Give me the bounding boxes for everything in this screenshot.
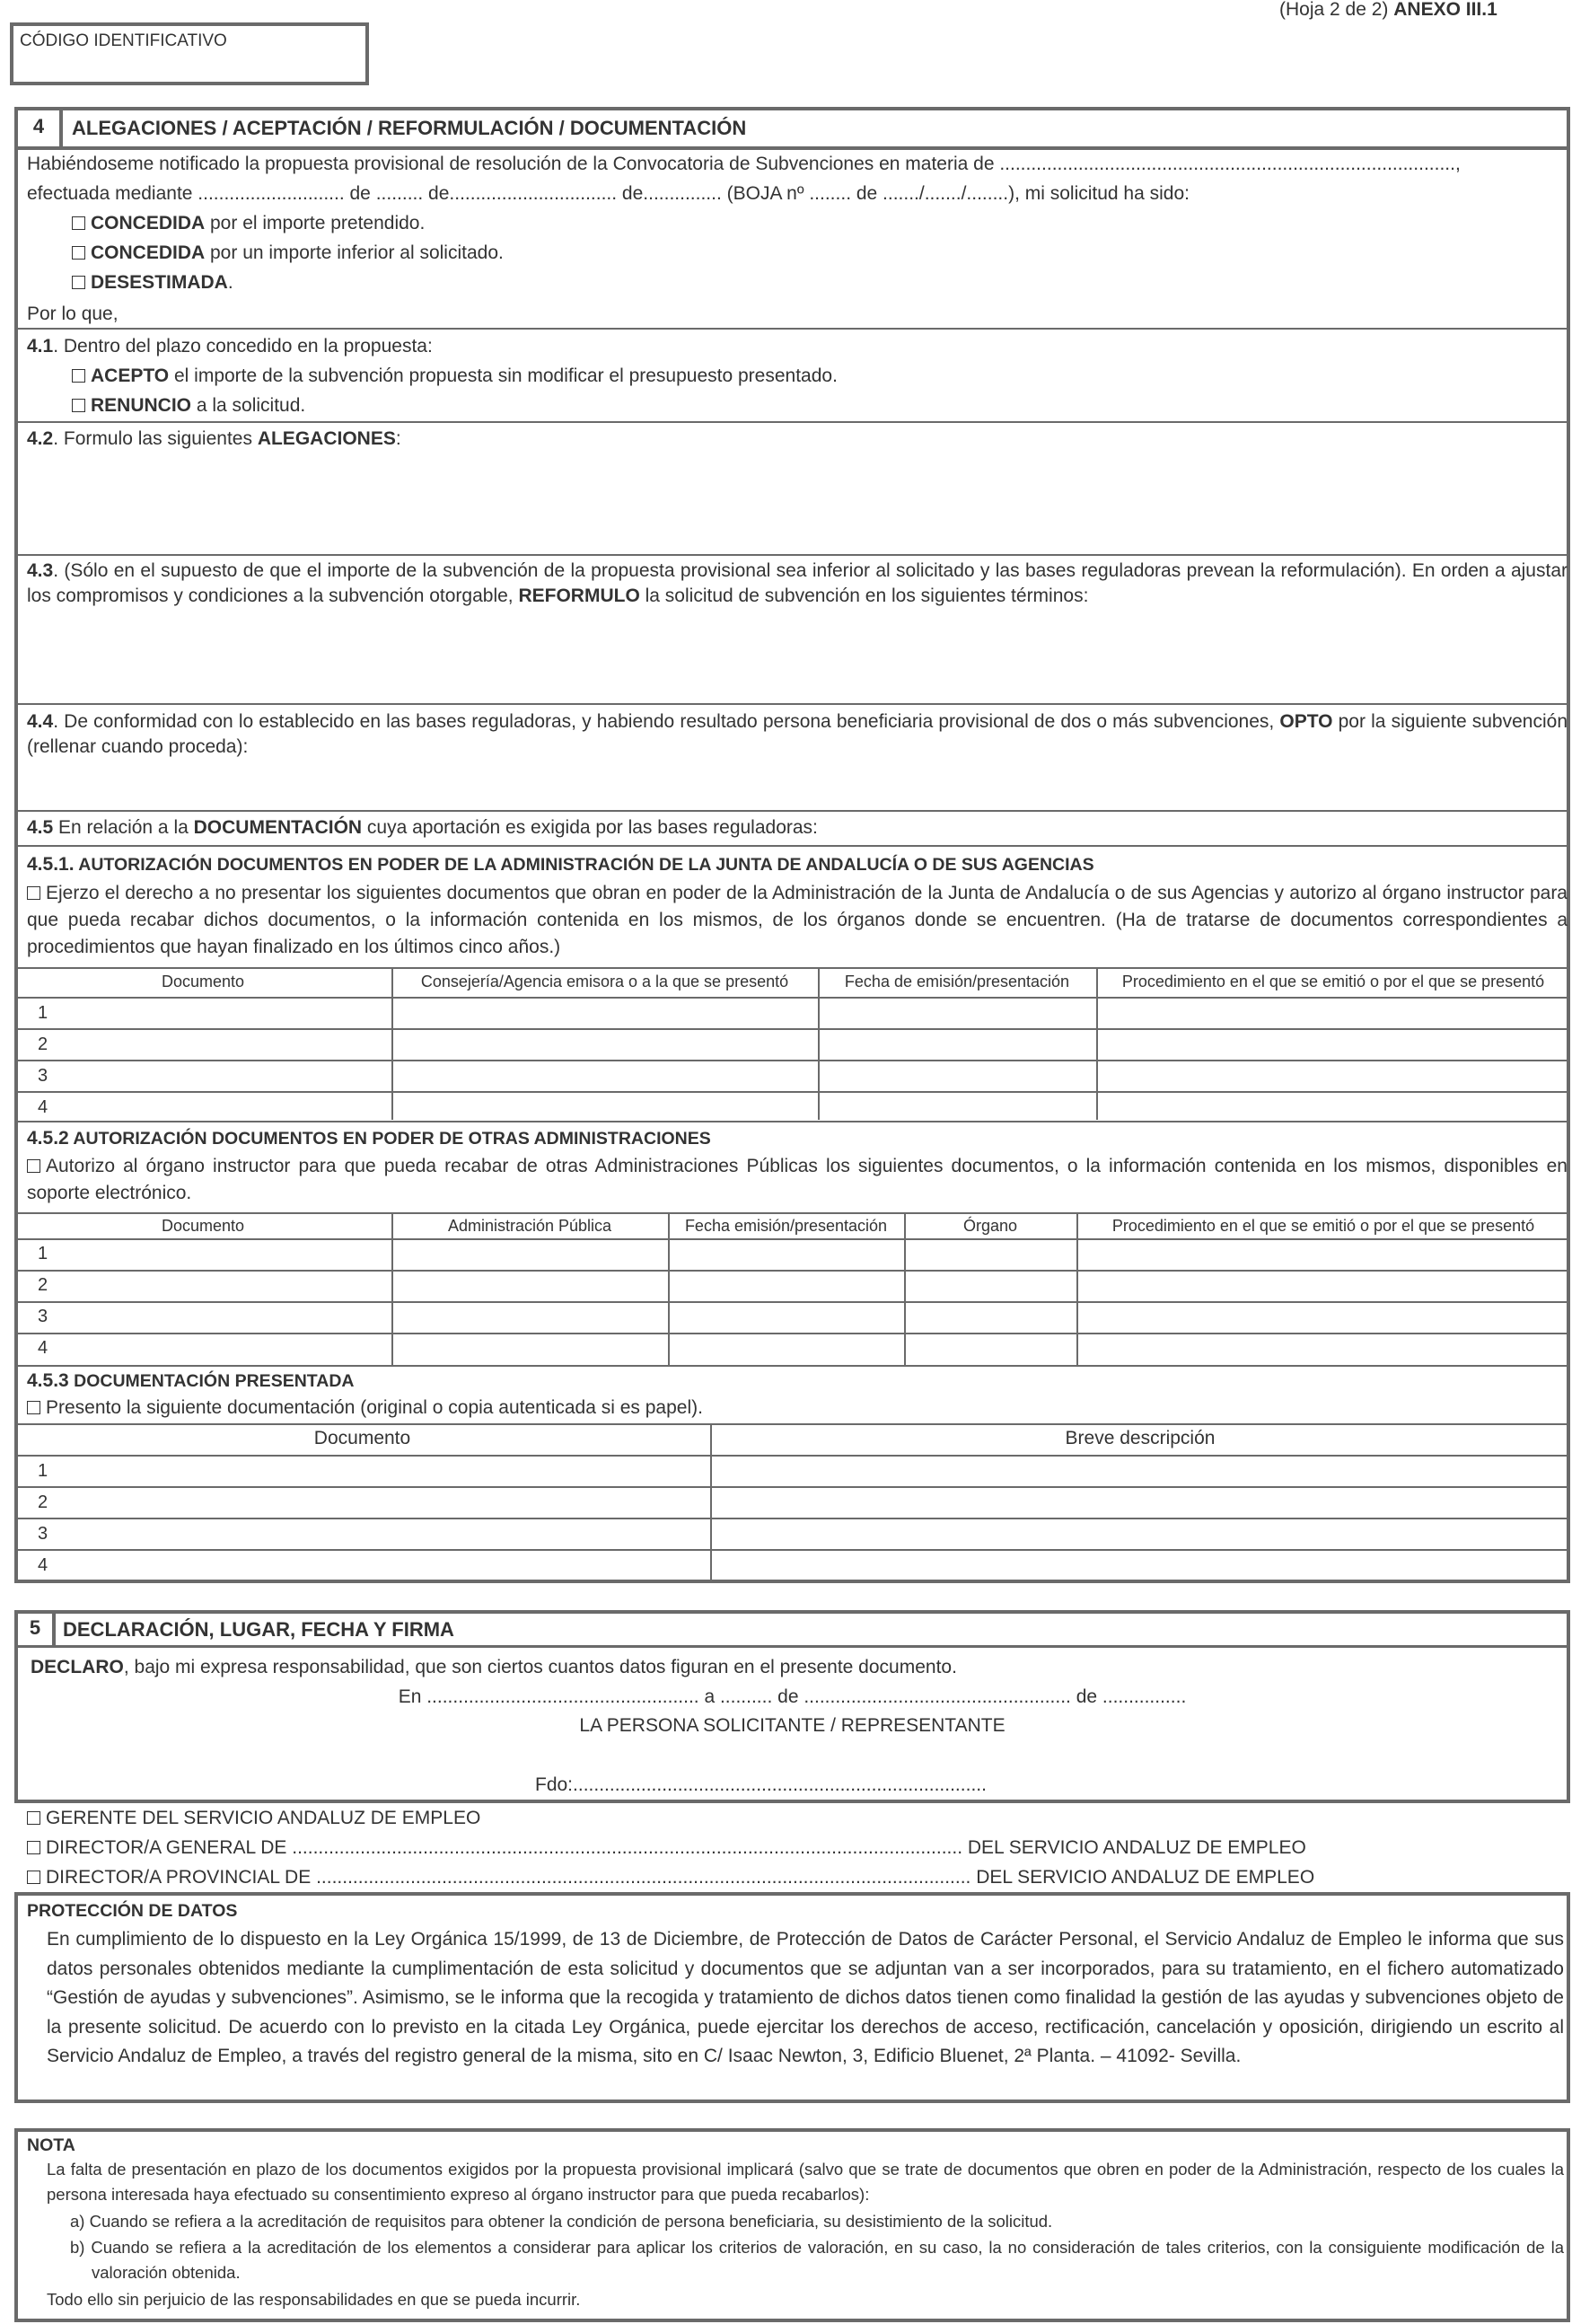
dest-gerente[interactable]: GERENTE DEL SERVICIO ANDALUZ DE EMPLEO [27, 1806, 480, 1831]
reformulo-field[interactable] [18, 620, 1567, 700]
row-number: 2 [38, 1492, 48, 1512]
hoja-label: (Hoja 2 de 2) [1279, 0, 1389, 20]
rule [14, 421, 1570, 423]
table-header: Documento [161, 1217, 245, 1235]
rule [14, 328, 1570, 330]
nota-p1: La falta de presentación en plazo de los documentos exigidos por la propuesta provisional implicará (salvo que se trate de documentos que obren en poder de la Administración, respecto de los cuales la persona interesada haya efectuado su consentimiento expreso al órgano instructor para que pueda recabarlos): [47, 2160, 1564, 2204]
row-number: 1 [38, 1461, 48, 1481]
row-number: 4 [38, 1097, 48, 1117]
section-4-4-text: 4.4. De conformidad con lo establecido en las bases reguladoras, y habiendo resultado persona beneficiaria provisional de dos o más subvenciones, OPTO por la siguiente subvención (rellenar cuando proceda): [27, 711, 1568, 757]
rule [14, 845, 1570, 847]
table-header: Documento [313, 1428, 411, 1448]
table-docs-otras [14, 1212, 1570, 1365]
checkbox[interactable] [27, 1871, 40, 1884]
por-lo-que: Por lo que, [27, 304, 119, 324]
section-4-number-divider [59, 109, 63, 148]
table-docs-presentada [14, 1423, 1570, 1580]
checkbox[interactable] [72, 369, 85, 383]
persona-solicitante: LA PERSONA SOLICITANTE / REPRESENTANTE [579, 1715, 1006, 1736]
lugar-fecha[interactable]: En .................................................... a .......... de ................................................... de ................ [398, 1686, 1187, 1707]
section-5-header-rule [14, 1645, 1570, 1648]
table-header: Procedimiento en el que se emitió o por el que se presentó [1111, 1217, 1535, 1235]
checkbox[interactable] [27, 1811, 40, 1825]
table-header: Administración Pública [447, 1217, 612, 1235]
declaro-text: DECLARO, bajo mi expresa responsabilidad, que son ciertos cuantos datos figuran en el presente documento. [31, 1657, 957, 1677]
rule [14, 554, 1570, 556]
nota-title: NOTA [27, 2135, 75, 2155]
section-5-number-divider [52, 1612, 56, 1646]
row-number: 2 [38, 1275, 48, 1295]
option-concedida-inferior[interactable]: CONCEDIDA por un importe inferior al solicitado. [72, 241, 504, 266]
table-docs-junta [14, 967, 1570, 1120]
row-number: 1 [38, 1003, 48, 1023]
row-number: 2 [38, 1034, 48, 1054]
table-header: Fecha de emisión/presentación [844, 973, 1070, 990]
checkbox[interactable] [27, 1159, 40, 1173]
rule [14, 703, 1570, 705]
section-4-header-rule [14, 146, 1570, 150]
option-desestimada[interactable]: DESESTIMADA. [72, 270, 233, 295]
checkbox[interactable] [72, 276, 85, 289]
table-header: Procedimiento en el que se emitió o por el que se presentó [1121, 973, 1545, 990]
rule [14, 810, 1570, 812]
nota-b: b) Cuando se refiera a la acreditación de los elementos a considerar para aplicar los criterios de valoración, en su caso, la no consideración de tales criterios, con la consiguiente modificación de la valoración obtenida. [70, 2238, 1564, 2282]
section-4-3-text: 4.3. (Sólo en el supuesto de que el importe de la subvención de la propuesta provisional sea inferior al solicitado y las bases reguladoras prevean la reformulación). En orden a ajustar los compromisos y condiciones a la subvención otorgable, REFORMULO la solicitud de subvención en los siguientes términos: [27, 560, 1568, 606]
section-4-5-3-text: Presento la siguiente documentación (original o copia autenticada si es papel). [27, 1395, 703, 1421]
table-header: Fecha emisión/presentación [684, 1217, 888, 1235]
option-concedida-pretendido[interactable]: CONCEDIDA por el importe pretendido. [72, 211, 425, 236]
nota-end: Todo ello sin perjuicio de las responsabilidades en que se pueda incurrir. [47, 2290, 581, 2309]
checkbox[interactable] [27, 1401, 40, 1414]
firma-fdo[interactable]: Fdo:............................................................................... [535, 1774, 987, 1795]
section-4-5-1-title: 4.5.1. AUTORIZACIÓN DOCUMENTOS EN PODER DE LA ADMINISTRACIÓN DE LA JUNTA DE ANDALUCÍA O DE SUS AGENCIAS [27, 854, 1094, 875]
section-4-5-2-title: 4.5.2 AUTORIZACIÓN DOCUMENTOS EN PODER DE OTRAS ADMINISTRACIONES [27, 1128, 711, 1149]
section-4-5-2-text: Autorizo al órgano instructor para que pueda recabar de otras Administraciones Públicas los siguientes documentos, o la información contenida en los mismos, disponibles en soporte electrónico. [27, 1156, 1568, 1203]
checkbox[interactable] [72, 399, 85, 412]
page-indicator [1279, 0, 1497, 22]
table-header: Documento [161, 973, 245, 990]
intro-line-1: Habiéndoseme notificado la propuesta provisional de resolución de la Convocatoria de Subvenciones en materia de ......................................................................................., [27, 154, 1461, 174]
row-number: 1 [38, 1244, 48, 1263]
proteccion-title: PROTECCIÓN DE DATOS [27, 1901, 238, 1921]
section-4-title: ALEGACIONES / ACEPTACIÓN / REFORMULACIÓN / DOCUMENTACIÓN [72, 117, 747, 139]
checkbox[interactable] [72, 246, 85, 260]
section-4-5-text: 4.5 En relación a la DOCUMENTACIÓN cuya aportación es exigida por las bases reguladoras: [27, 817, 818, 838]
row-number: 3 [38, 1307, 48, 1326]
row-number: 4 [38, 1338, 48, 1358]
option-acepto[interactable]: ACEPTO el importe de la subvención propuesta sin modificar el presupuesto presentado. [72, 364, 838, 389]
checkbox[interactable] [27, 1841, 40, 1854]
alegaciones-field[interactable] [18, 458, 1567, 552]
opto-field[interactable] [18, 770, 1567, 808]
dest-director-provincial[interactable]: DIRECTOR/A PROVINCIAL DE ............................................................................................................................. DEL SERVICIO ANDALUZ DE EMPLEO [27, 1865, 1314, 1890]
option-renuncio[interactable]: RENUNCIO a la solicitud. [72, 393, 305, 418]
section-4-5-1-text: Ejerzo el derecho a no presentar los siguientes documentos que obran en poder de la Administración de la Junta de Andalucía o de sus Agencias y autorizo al órgano instructor para que pueda recabar dichos documentos, o la información contenida en los mismos, de los órganos donde se encuentren. (Ha de tratarse de documentos correspondientes a procedimientos que hayan finalizado en los últimos cinco años.) [27, 883, 1568, 957]
dest-director-general[interactable]: DIRECTOR/A GENERAL DE ................................................................................................................................ DEL SERVICIO ANDALUZ DE EMPLEO [27, 1835, 1306, 1861]
section-4-2-text: 4.2. Formulo las siguientes ALEGACIONES: [27, 428, 401, 449]
proteccion-text: En cumplimiento de lo dispuesto en la Ley Orgánica 15/1999, de 13 de Diciembre, de Protección de Datos de Carácter Personal, el Servicio Andaluz de Empleo le informa que sus datos personales obtenidos mediante la cumplimentación de esta solicitud y documentos que se adjuntan van a ser incorporados, para su tratamiento, en el fichero automatizado “Gestión de ayudas y subvenciones”. Asimismo, se le informa que la recogida y tratamiento de dichos datos tienen como finalidad la gestión de las ayudas y subvenciones objeto de la presente solicitud. De acuerdo con lo previsto en la citada Ley Orgánica, puede ejercitar los derechos de acceso, rectificación, cancelación y oposición, dirigiendo un escrito al Servicio Andaluz de Empleo, a través del registro general de la misma, sito en C/ Isaac Newton, 3, Edificio Bluenet, 2ª Planta. – 41092- Sevilla. [47, 1929, 1564, 2066]
section-5-title: DECLARACIÓN, LUGAR, FECHA Y FIRMA [63, 1618, 454, 1641]
codigo-identificativo-label: CÓDIGO IDENTIFICATIVO [20, 31, 227, 50]
row-number: 3 [38, 1524, 48, 1544]
row-number: 4 [38, 1555, 48, 1575]
intro-line-2: efectuada mediante ............................ de ......... de................................ de............... (BOJA nº ........ de ......./......./........), mi solicitud ha sido: [27, 183, 1190, 204]
anexo-label: ANEXO III.1 [1393, 0, 1497, 20]
section-5-number: 5 [29, 1616, 41, 1639]
checkbox[interactable] [72, 216, 85, 230]
rule [14, 1365, 1570, 1367]
row-number: 3 [38, 1066, 48, 1086]
section-4-number: 4 [32, 115, 45, 137]
table-header: Órgano [962, 1217, 1018, 1235]
nota-a: a) Cuando se refiera a la acreditación de requisitos para obtener la condición de persona beneficiaria, su desistimiento de la solicitud. [70, 2212, 1053, 2231]
section-4-1-text: 4.1. Dentro del plazo concedido en la propuesta: [27, 336, 433, 357]
table-header: Breve descripción [1065, 1428, 1216, 1448]
section-4-5-3-title: 4.5.3 DOCUMENTACIÓN PRESENTADA [27, 1370, 355, 1391]
checkbox[interactable] [27, 886, 40, 900]
rule [14, 1121, 1570, 1122]
table-header: Consejería/Agencia emisora o a la que se presentó [420, 973, 789, 990]
